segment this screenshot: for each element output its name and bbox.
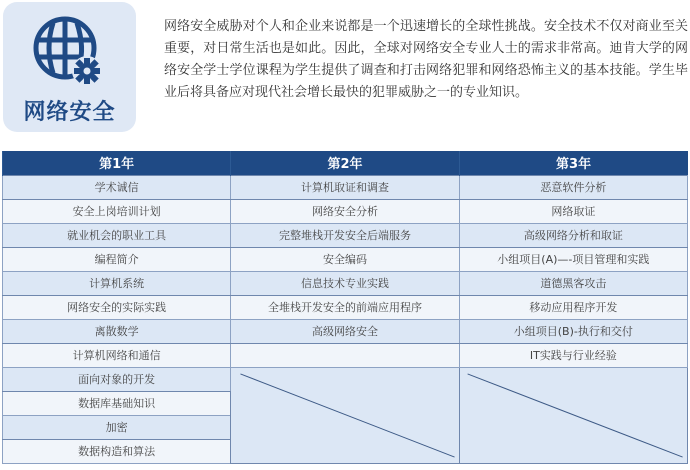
course-cell — [231, 343, 459, 367]
course-cell: 加密 — [3, 415, 231, 439]
curriculum-table — [2, 151, 688, 464]
course-cell: 网络取证 — [459, 199, 687, 223]
table-header-row — [3, 151, 688, 175]
course-cell: 学术诚信 — [3, 175, 231, 199]
course-cell: 全堆栈开发安全的前端应用程序 — [231, 295, 459, 319]
course-cell: 编程简介 — [3, 247, 231, 271]
course-cell: 就业机会的职业工具 — [3, 223, 231, 247]
header-year-1: 第1年 — [3, 151, 231, 175]
table-row — [3, 319, 688, 343]
header-year-2: 第2年 — [231, 151, 459, 175]
table-row — [3, 223, 688, 247]
course-cell: 高级网络安全 — [231, 319, 459, 343]
course-cell: 网络安全分析 — [231, 199, 459, 223]
course-cell: 面向对象的开发 — [3, 367, 231, 391]
course-cell: 道德黑客攻击 — [459, 271, 687, 295]
globe-gear-icon — [31, 14, 107, 90]
table-row — [3, 367, 688, 391]
empty-cell-year-3 — [459, 367, 687, 463]
course-cell: 小组项目(A)—-项目管理和实践 — [459, 247, 687, 271]
course-cell: 计算机系统 — [3, 271, 231, 295]
course-cell: 数据库基础知识 — [3, 391, 231, 415]
course-cell: 安全编码 — [231, 247, 459, 271]
course-cell: 恶意软件分析 — [459, 175, 687, 199]
course-cell: 安全上岗培训计划 — [3, 199, 231, 223]
program-title: 网络安全 — [23, 100, 116, 125]
course-cell: 离散数学 — [3, 319, 231, 343]
course-cell: IT实践与行业经验 — [459, 343, 687, 367]
course-cell: 计算机网络和通信 — [3, 343, 231, 367]
diagonal-strike-icon — [231, 368, 458, 463]
table-row — [3, 271, 688, 295]
course-cell: 计算机取证和调查 — [231, 175, 459, 199]
table-row — [3, 175, 688, 199]
course-cell: 网络安全的实际实践 — [3, 295, 231, 319]
course-cell: 完整堆栈开发安全后端服务 — [231, 223, 459, 247]
table-row — [3, 295, 688, 319]
table-row — [3, 343, 688, 367]
course-cell: 高级网络分析和取证 — [459, 223, 687, 247]
table-row — [3, 247, 688, 271]
header-year-3: 第3年 — [459, 151, 687, 175]
diagonal-strike-icon — [460, 368, 687, 463]
empty-cell-year-2 — [231, 367, 459, 463]
course-cell: 移动应用程序开发 — [459, 295, 687, 319]
course-cell: 小组项目(B)-执行和交付 — [459, 319, 687, 343]
course-cell: 数据构造和算法 — [3, 439, 231, 463]
program-logo-card — [3, 2, 136, 132]
course-cell: 信息技术专业实践 — [231, 271, 459, 295]
table-row — [3, 199, 688, 223]
program-description: 网络安全威胁对个人和企业来说都是一个迅速增长的全球性挑战。安全技术不仅对商业至关重要，对日常生活也是如此。因此，全球对网络安全专业人士的需求非常高。迪肯大学的网络安全学士学位课程为学生提供了调查和打击网络犯罪和网络恐怖主义的基本技能。学生毕业后将具备应对现代社会增长最快的犯罪威胁之一的专业知识。 — [164, 19, 688, 100]
